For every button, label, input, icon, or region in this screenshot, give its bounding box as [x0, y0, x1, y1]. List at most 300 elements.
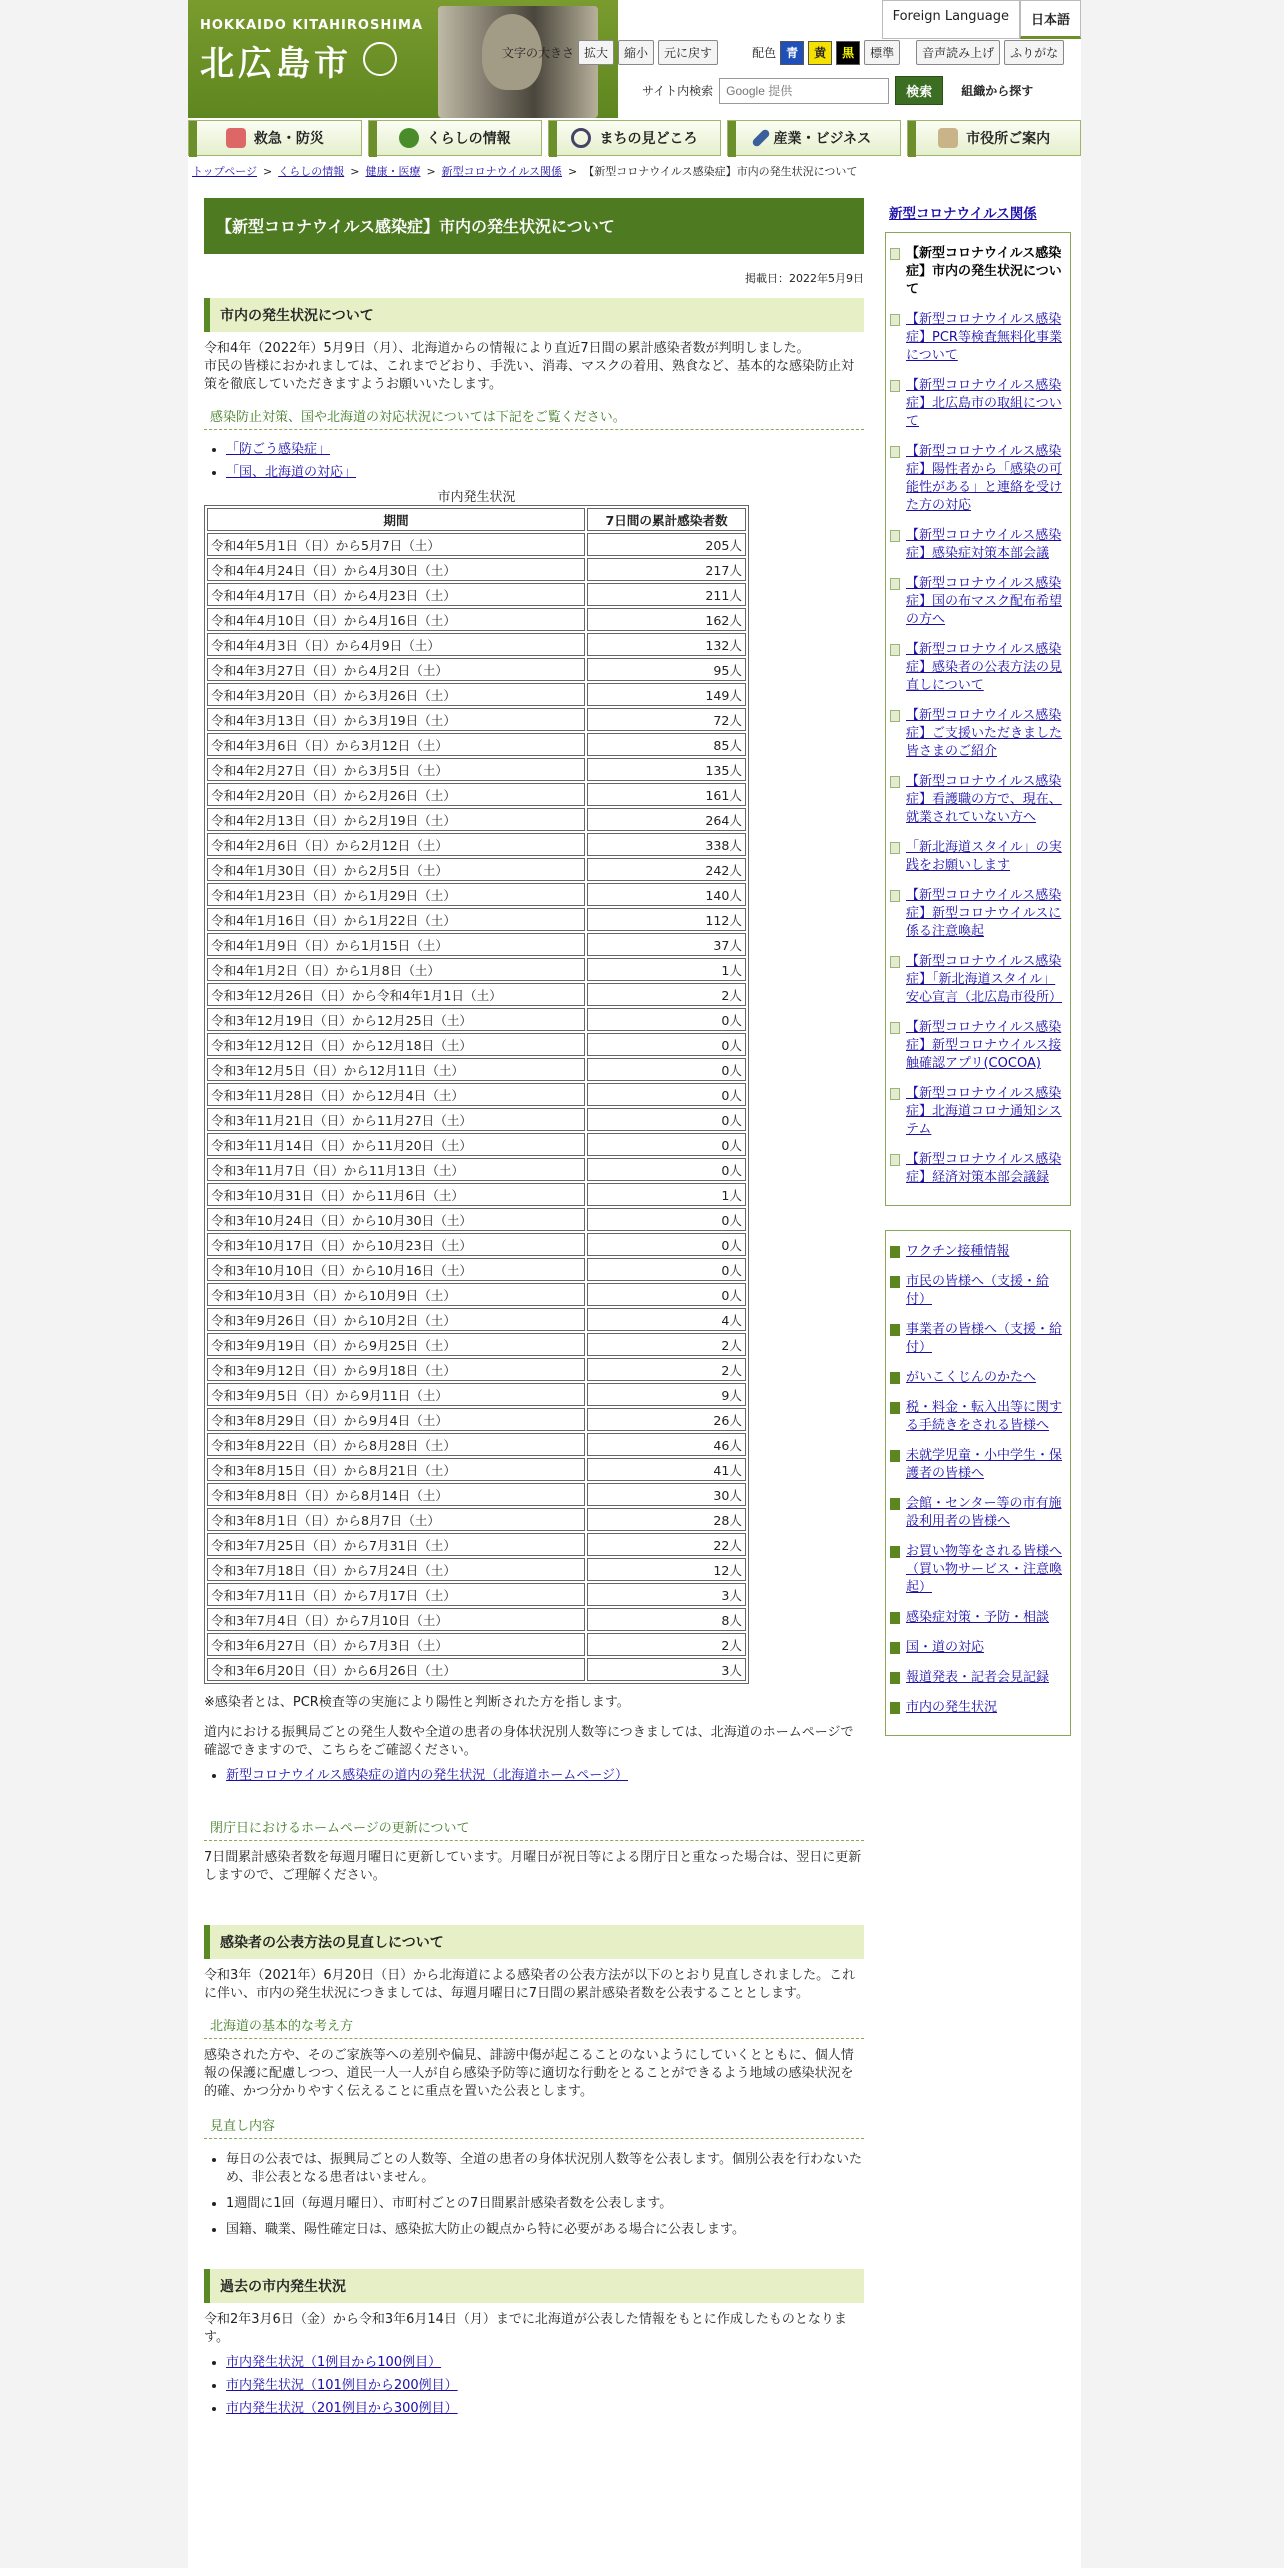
table-row [207, 1658, 746, 1681]
period-cell: 令和4年2月13日（日）から2月19日（土） [207, 808, 585, 831]
standard-color-button[interactable]: 標準 [864, 40, 900, 65]
nav-sightseeing[interactable] [548, 120, 722, 156]
period-cell: 令和3年8月15日（日）から8月21日（土） [207, 1458, 585, 1481]
nav-label: 産業・ビジネス [773, 131, 872, 147]
page-icon [890, 1372, 900, 1384]
sidebar-item[interactable] [890, 1243, 1066, 1261]
breadcrumb-living[interactable]: くらしの情報 [278, 165, 345, 178]
period-cell: 令和3年7月4日（日）から7月10日（土） [207, 1608, 585, 1631]
table-row [207, 858, 746, 881]
table-row [207, 1083, 746, 1106]
global-nav [188, 120, 1081, 158]
sidebar-item[interactable] [890, 1019, 1066, 1073]
shrink-button[interactable]: 縮小 [618, 40, 654, 65]
period-cell: 令和4年2月20日（日）から2月26日（土） [207, 783, 585, 806]
sidebar-item-label: 報道発表・記者会見記録 [906, 1670, 1050, 1685]
pencil-icon [752, 128, 772, 148]
heading-review: 感染者の公表方法の見直しについて [204, 1925, 864, 1959]
table-row [207, 1408, 746, 1431]
ambulance-icon [226, 128, 246, 148]
cases-table [204, 505, 749, 1684]
period-cell: 令和4年1月23日（日）から1月29日（土） [207, 883, 585, 906]
table-row [207, 1558, 746, 1581]
count-cell: 12人 [587, 1558, 746, 1581]
table-row [207, 1583, 746, 1606]
period-cell: 令和4年3月27日（日）から4月2日（土） [207, 658, 585, 681]
language-switch [882, 0, 1081, 39]
measure-links [226, 438, 864, 480]
status-paragraph-1: 令和4年（2022年）5月9日（月）、北海道からの情報により直近7日間の累計感染者数が判明しました。 [204, 341, 810, 356]
sidebar-item[interactable] [890, 1369, 1066, 1387]
count-cell: 26人 [587, 1408, 746, 1431]
table-row [207, 558, 746, 581]
sidebar-item-label: 【新型コロナウイルス感染症】感染者の公表方法の見直しについて [906, 642, 1063, 693]
page-icon [890, 644, 900, 656]
count-cell: 0人 [587, 1058, 746, 1081]
sidebar-item-label: 【新型コロナウイルス感染症】経済対策本部会議録 [906, 1152, 1062, 1185]
heading-closed-days: 閉庁日におけるホームページの更新について [204, 1813, 864, 1841]
site-search [642, 76, 1033, 105]
sidebar-item-label: 【新型コロナウイルス感染症】PCR等検査無料化事業について [906, 312, 1062, 363]
count-cell: 22人 [587, 1533, 746, 1556]
enlarge-button[interactable]: 拡大 [578, 40, 614, 65]
period-cell: 令和3年12月19日（日）から12月25日（土） [207, 1008, 585, 1031]
nav-cityhall[interactable] [907, 120, 1081, 156]
page-icon [890, 530, 900, 542]
table-row [207, 983, 746, 1006]
table-row [207, 633, 746, 656]
period-cell: 令和3年10月17日（日）から10月23日（土） [207, 1233, 585, 1256]
table-row [207, 708, 746, 731]
magnifier-icon [571, 128, 591, 148]
sidebar-item-label: ワクチン接種情報 [906, 1244, 1010, 1259]
count-cell: 0人 [587, 1108, 746, 1131]
count-cell: 112人 [587, 908, 746, 931]
period-cell: 令和3年9月12日（日）から9月18日（土） [207, 1358, 585, 1381]
sidebar-item[interactable] [890, 953, 1066, 1007]
sidebar-item [890, 245, 1066, 299]
page-icon [890, 1324, 900, 1336]
count-cell: 162人 [587, 608, 746, 631]
list-item: • 国籍、職業、陽性確定日は、感染拡大防止の観点から特に必要がある場合に公表します。 [226, 2221, 864, 2239]
table-row [207, 658, 746, 681]
review-paragraph: 令和3年（2021年）6月20日（日）から北海道による感染者の公表方法が以下のとおり見直しされました。これに伴い、市内の発生状況につきましては、毎週月曜日に7日間の累計感染者数を公表することとします。 [204, 1968, 856, 2001]
list-item [226, 461, 864, 480]
period-cell: 令和4年2月27日（日）から3月5日（土） [207, 758, 585, 781]
page-icon [890, 1498, 900, 1510]
table-row [207, 1233, 746, 1256]
period-cell: 令和3年8月22日（日）から8月28日（土） [207, 1433, 585, 1456]
city-emblem-icon [363, 42, 397, 76]
posted-date: 掲載日：2022年5月9日 [745, 272, 864, 285]
page-icon [890, 1402, 900, 1414]
period-cell: 令和3年11月14日（日）から11月20日（土） [207, 1133, 585, 1156]
page-icon [890, 1450, 900, 1462]
site-search-label: サイト内検索 [642, 84, 714, 98]
sidebar-item[interactable] [890, 707, 1066, 761]
table-row [207, 1283, 746, 1306]
sidebar-item[interactable] [890, 641, 1066, 695]
count-cell: 3人 [587, 1583, 746, 1606]
sidebar-item-label: 【新型コロナウイルス感染症】北海道コロナ通知システム [906, 1086, 1062, 1137]
color-label: 配色 [752, 46, 777, 60]
table-row [207, 1508, 746, 1531]
case-definition-note: ※感染者とは、PCR検査等の実施により陽性と判断された方を指します。 [204, 1695, 630, 1710]
sidebar-item[interactable] [890, 1085, 1066, 1139]
table-row [207, 1258, 746, 1281]
past-link-3[interactable]: 市内発生状況（201例目から300例目） [226, 2401, 458, 2416]
count-cell: 264人 [587, 808, 746, 831]
sidebar-related-list [885, 1230, 1071, 1736]
table-row [207, 683, 746, 706]
count-cell: 205人 [587, 533, 746, 556]
table-header-row [207, 508, 746, 531]
org-search-link[interactable]: 組織から探す [961, 84, 1034, 98]
count-cell: 37人 [587, 933, 746, 956]
breadcrumb-top[interactable]: トップページ [192, 165, 258, 178]
heading-basic-policy: 北海道の基本的な考え方 [204, 2011, 864, 2039]
nav-emergency[interactable] [188, 120, 362, 156]
table-row [207, 1133, 746, 1156]
count-cell: 149人 [587, 683, 746, 706]
period-cell: 令和3年9月26日（日）から10月2日（土） [207, 1308, 585, 1331]
count-cell: 0人 [587, 1233, 746, 1256]
sidebar-item-label: 【新型コロナウイルス感染症】国の布マスク配布希望の方へ [906, 576, 1063, 627]
sidebar-item-label: 会館・センター等の市有施設利用者の皆様へ [906, 1496, 1062, 1529]
count-cell: 8人 [587, 1608, 746, 1631]
table-row [207, 1483, 746, 1506]
table-row [207, 1308, 746, 1331]
page-icon [890, 314, 900, 326]
period-cell: 令和3年11月21日（日）から11月27日（土） [207, 1108, 585, 1131]
count-cell: 0人 [587, 1158, 746, 1181]
page-title: 【新型コロナウイルス感染症】市内の発生状況について [204, 198, 864, 254]
table-row [207, 1158, 746, 1181]
table-row [207, 1058, 746, 1081]
table-row [207, 908, 746, 931]
closed-days-paragraph: 7日間累計感染者数を毎週月曜日に更新しています。月曜日が祝日等による閉庁日と重なった場合は、翌日に更新しますので、ご理解ください。 [204, 1850, 862, 1883]
count-cell: 132人 [587, 633, 746, 656]
past-link-1[interactable]: 市内発生状況（1例目から100例目） [226, 2355, 442, 2370]
table-row [207, 608, 746, 631]
heading-status: 市内の発生状況について [204, 298, 864, 332]
sidebar-item-label: 事業者の皆様へ（支援・給付） [906, 1322, 1063, 1355]
table-row [207, 1108, 746, 1131]
site-name: 北広島市 [200, 44, 352, 84]
past-paragraph: 令和2年3月6日（金）から令和3年6月14日（月）までに北海道が公表した情報をもとに作成したものとなります。 [204, 2312, 847, 2345]
sidebar-item-label: 【新型コロナウイルス感染症】新型コロナウイルス接触確認アプリ(COCOA) [906, 1020, 1062, 1071]
sidebar-item[interactable] [890, 1699, 1066, 1717]
period-cell: 令和4年1月16日（日）から1月22日（土） [207, 908, 585, 931]
sidebar-item-label: 【新型コロナウイルス感染症】陽性者から「感染の可能性がある」と連絡を受けた方の対応 [906, 444, 1063, 513]
past-links [226, 2351, 864, 2416]
count-cell: 0人 [587, 1208, 746, 1231]
period-cell: 令和3年7月18日（日）から7月24日（土） [207, 1558, 585, 1581]
yellow-color-button[interactable]: 黄 [808, 41, 832, 65]
sidebar-item-label: 【新型コロナウイルス感染症】感染症対策本部会議 [906, 528, 1062, 561]
page-wrapper [188, 0, 1081, 2568]
japanese-link[interactable]: 日本語 [1020, 0, 1081, 39]
heading-past: 過去の市内発生状況 [204, 2269, 864, 2303]
count-cell: 28人 [587, 1508, 746, 1531]
period-cell: 令和3年12月5日（日）から12月11日（土） [207, 1058, 585, 1081]
count-cell: 242人 [587, 858, 746, 881]
search-button[interactable]: 検索 [895, 76, 943, 105]
count-cell: 41人 [587, 1458, 746, 1481]
period-cell: 令和3年10月24日（日）から10月30日（土） [207, 1208, 585, 1231]
page-icon [890, 710, 900, 722]
list-item [226, 2351, 864, 2370]
sidebar-item[interactable] [890, 377, 1066, 431]
list-item [226, 438, 864, 457]
period-cell: 令和3年8月8日（日）から8月14日（土） [207, 1483, 585, 1506]
table-row [207, 1608, 746, 1631]
count-cell: 4人 [587, 1308, 746, 1331]
period-cell: 令和4年1月30日（日）から2月5日（土） [207, 858, 585, 881]
count-cell: 0人 [587, 1133, 746, 1156]
hokkaido-links [226, 1764, 864, 1783]
table-row [207, 1008, 746, 1031]
sidebar-item[interactable] [890, 1321, 1066, 1357]
period-cell: 令和3年12月12日（日）から12月18日（土） [207, 1033, 585, 1056]
sidebar-corona-list [885, 232, 1071, 1206]
period-header: 期間 [207, 508, 585, 531]
table-row [207, 1208, 746, 1231]
sidebar-item-label: 【新型コロナウイルス感染症】「新北海道スタイル」安心宣言（北広島市役所） [906, 954, 1063, 1005]
table-row [207, 783, 746, 806]
basic-policy-paragraph: 感染された方や、そのご家族等への差別や偏見、誹謗中傷が起こることのないようにしていくとともに、個人情報の保護に配慮しつつ、道民一人一人が自ら感染予防等に適切な行動をとることができるよう地域の感染状況を的確、かつ分かりやすく伝えることに重点を置いた公表とします。 [204, 2048, 854, 2099]
nav-business[interactable] [727, 120, 901, 156]
page-icon [890, 380, 900, 392]
count-cell: 140人 [587, 883, 746, 906]
list-item: • 1週間に1回（毎週月曜日）、市町村ごとの7日間累計感染者数を公表します。 [226, 2195, 864, 2213]
page-icon [890, 956, 900, 968]
sidebar-item[interactable] [890, 1609, 1066, 1627]
period-cell: 令和3年11月28日（日）から12月4日（土） [207, 1083, 585, 1106]
breadcrumb-corona[interactable]: 新型コロナウイルス関係 [441, 165, 563, 178]
period-cell: 令和3年7月11日（日）から7月17日（土） [207, 1583, 585, 1606]
page-icon [890, 1088, 900, 1100]
count-cell: 2人 [587, 983, 746, 1006]
nav-label: くらしの情報 [426, 131, 511, 147]
breadcrumb-separator: > [426, 164, 436, 178]
period-cell: 令和3年8月1日（日）から8月7日（土） [207, 1508, 585, 1531]
sidebar-item[interactable] [890, 527, 1066, 563]
nav-label: まちの見どころ [599, 131, 698, 147]
sidebar [885, 198, 1071, 1736]
page-icon [890, 776, 900, 788]
table-row [207, 1033, 746, 1056]
period-cell: 令和4年2月6日（日）から2月12日（土） [207, 833, 585, 856]
site-romaji: HOKKAIDO KITAHIROSHIMA [200, 18, 424, 33]
count-cell: 85人 [587, 733, 746, 756]
building-icon [938, 128, 958, 148]
period-cell: 令和4年3月13日（日）から3月19日（土） [207, 708, 585, 731]
sidebar-item[interactable] [890, 1399, 1066, 1435]
sidebar-item-label: 市内の発生状況 [906, 1700, 998, 1715]
period-cell: 令和4年4月10日（日）から4月16日（土） [207, 608, 585, 631]
page-icon [890, 1642, 900, 1654]
table-row [207, 533, 746, 556]
table-row [207, 1383, 746, 1406]
count-cell: 46人 [587, 1433, 746, 1456]
nav-label: 救急・防災 [253, 131, 324, 147]
sidebar-item-label: 【新型コロナウイルス感染症】ご支援いただきました皆さまのご紹介 [906, 708, 1063, 759]
sidebar-item[interactable] [890, 1273, 1066, 1309]
sidebar-item-label: 【新型コロナウイルス感染症】市内の発生状況について [906, 246, 1062, 297]
count-cell: 2人 [587, 1358, 746, 1381]
count-cell: 3人 [587, 1658, 746, 1681]
breadcrumb-health[interactable]: 健康・医療 [365, 165, 421, 178]
main-content [204, 198, 864, 2420]
table-row [207, 933, 746, 956]
hokkaido-note: 道内における振興局ごとの発生人数や全道の患者の身体状況別人数等につきましては、北海道のホームページで確認できますので、こちらをご確認ください。 [204, 1725, 854, 1758]
period-cell: 令和3年11月7日（日）から11月13日（土） [207, 1158, 585, 1181]
count-cell: 1人 [587, 1183, 746, 1206]
count-cell: 30人 [587, 1483, 746, 1506]
breadcrumb-separator: > [568, 164, 578, 178]
search-input[interactable] [719, 78, 889, 104]
breadcrumb-separator: > [263, 164, 273, 178]
sidebar-item[interactable] [890, 773, 1066, 827]
count-header: 7日間の累計感染者数 [587, 508, 746, 531]
list-item [226, 2397, 864, 2416]
reset-size-button[interactable]: 元に戻す [658, 40, 718, 65]
sidebar-item[interactable] [890, 1495, 1066, 1531]
sidebar-item-label: 【新型コロナウイルス感染症】新型コロナウイルスに係る注意喚起 [906, 888, 1062, 939]
count-cell: 0人 [587, 1083, 746, 1106]
sidebar-item[interactable] [890, 311, 1066, 365]
period-cell: 令和3年9月5日（日）から9月11日（土） [207, 1383, 585, 1406]
page-icon [890, 446, 900, 458]
period-cell: 令和4年1月9日（日）から1月15日（土） [207, 933, 585, 956]
accessibility-tools [502, 40, 1064, 65]
heading-review-content: 見直し内容 [204, 2111, 864, 2139]
page-icon [890, 1672, 900, 1684]
blue-color-button[interactable]: 青 [780, 41, 804, 65]
table-row [207, 1333, 746, 1356]
list-item [226, 2374, 864, 2393]
status-paragraph-2: 市民の皆様におかれましては、これまでどおり、手洗い、消毒、マスクの着用、熟食など、基本的な感染防止対策を徹底していただきますようお願いいたします。 [204, 359, 855, 392]
count-cell: 135人 [587, 758, 746, 781]
breadcrumb-separator: > [350, 164, 360, 178]
period-cell: 令和3年9月19日（日）から9月25日（土） [207, 1333, 585, 1356]
table-row [207, 1358, 746, 1381]
sidebar-item[interactable] [890, 887, 1066, 941]
page-icon [890, 1276, 900, 1288]
count-cell: 217人 [587, 558, 746, 581]
period-cell: 令和3年12月26日（日）から令和4年1月1日（土） [207, 983, 585, 1006]
list-item [226, 1764, 864, 1783]
sidebar-title[interactable]: 新型コロナウイルス関係 [889, 206, 1037, 222]
black-color-button[interactable]: 黒 [836, 41, 860, 65]
period-cell: 令和3年6月27日（日）から7月3日（土） [207, 1633, 585, 1656]
period-cell: 令和3年10月31日（日）から11月6日（土） [207, 1183, 585, 1206]
tree-icon [399, 128, 419, 148]
period-cell: 令和4年4月17日（日）から4月23日（土） [207, 583, 585, 606]
nav-label: 市役所ご案内 [966, 131, 1051, 147]
sidebar-item-label: 【新型コロナウイルス感染症】看護職の方で、現在、就業されていない方へ [906, 774, 1062, 825]
table-row [207, 1433, 746, 1456]
prevent-infection-link[interactable]: 「防ごう感染症」 [226, 442, 331, 457]
count-cell: 0人 [587, 1258, 746, 1281]
sidebar-item[interactable] [890, 443, 1066, 515]
page-icon [890, 1612, 900, 1624]
table-row [207, 758, 746, 781]
sidebar-item-label: 感染症対策・予防・相談 [906, 1610, 1050, 1625]
sidebar-item[interactable] [890, 1639, 1066, 1657]
page-icon [890, 842, 900, 854]
table-row [207, 833, 746, 856]
list-item: • 毎日の公表では、振興局ごとの人数等、全道の患者の身体状況別人数等を公表します。個別公表を行わないため、非公表となる患者はいません。 [226, 2151, 864, 2187]
count-cell: 0人 [587, 1033, 746, 1056]
review-content-list [226, 2151, 864, 2239]
page-icon [890, 1022, 900, 1034]
period-cell: 令和4年3月20日（日）から3月26日（土） [207, 683, 585, 706]
count-cell: 0人 [587, 1283, 746, 1306]
table-row [207, 1633, 746, 1656]
period-cell: 令和4年4月3日（日）から4月9日（土） [207, 633, 585, 656]
count-cell: 9人 [587, 1383, 746, 1406]
sidebar-item[interactable] [890, 1543, 1066, 1597]
page-icon [890, 1154, 900, 1166]
text-size-label: 文字の大きさ [502, 46, 575, 60]
furigana-button[interactable]: ふりがな [1004, 40, 1064, 65]
sidebar-item-label: 国・道の対応 [906, 1640, 985, 1655]
count-cell: 2人 [587, 1333, 746, 1356]
table-row [207, 733, 746, 756]
table-row [207, 958, 746, 981]
foreign-language-link[interactable]: Foreign Language [882, 0, 1020, 39]
period-cell: 令和3年8月29日（日）から9月4日（土） [207, 1408, 585, 1431]
period-cell: 令和4年3月6日（日）から3月12日（土） [207, 733, 585, 756]
sidebar-item-label: 【新型コロナウイルス感染症】北広島市の取組について [906, 378, 1062, 429]
nav-living[interactable] [368, 120, 542, 156]
sidebar-item-label: 「新北海道スタイル」の実践をお願いします [906, 840, 1062, 873]
table-row [207, 583, 746, 606]
site-header [188, 0, 1081, 118]
table-row [207, 1533, 746, 1556]
period-cell: 令和4年1月2日（日）から1月8日（土） [207, 958, 585, 981]
sidebar-item[interactable] [890, 1669, 1066, 1687]
count-cell: 161人 [587, 783, 746, 806]
breadcrumb [192, 163, 857, 179]
sidebar-item[interactable] [890, 575, 1066, 629]
sidebar-item-label: がいこくじんのかたへ [906, 1370, 1037, 1385]
period-cell: 令和3年10月10日（日）から10月16日（土） [207, 1258, 585, 1281]
page-icon [890, 1546, 900, 1558]
count-cell: 338人 [587, 833, 746, 856]
page-icon [890, 890, 900, 902]
table-row [207, 808, 746, 831]
sidebar-item-label: 市民の皆様へ（支援・給付） [906, 1274, 1050, 1307]
period-cell: 令和3年10月3日（日）から10月9日（土） [207, 1283, 585, 1306]
table-row [207, 883, 746, 906]
government-response-link[interactable]: 「国、北海道の対応」 [226, 465, 357, 480]
period-cell: 令和3年6月20日（日）から6月26日（土） [207, 1658, 585, 1681]
count-cell: 1人 [587, 958, 746, 981]
sidebar-item[interactable] [890, 839, 1066, 875]
sidebar-item-label: 税・料金・転入出等に関する手続きをされる皆様へ [906, 1400, 1063, 1433]
hokkaido-status-link[interactable]: 新型コロナウイルス感染症の道内の発生状況（北海道ホームページ） [226, 1768, 628, 1783]
read-aloud-button[interactable]: 音声読み上げ [916, 40, 1000, 65]
sidebar-item[interactable] [890, 1151, 1066, 1187]
past-link-2[interactable]: 市内発生状況（101例目から200例目） [226, 2378, 458, 2393]
count-cell: 211人 [587, 583, 746, 606]
sidebar-item[interactable] [890, 1447, 1066, 1483]
sidebar-item-label: 未就学児童・小中学生・保護者の皆様へ [906, 1448, 1063, 1481]
count-cell: 0人 [587, 1008, 746, 1031]
